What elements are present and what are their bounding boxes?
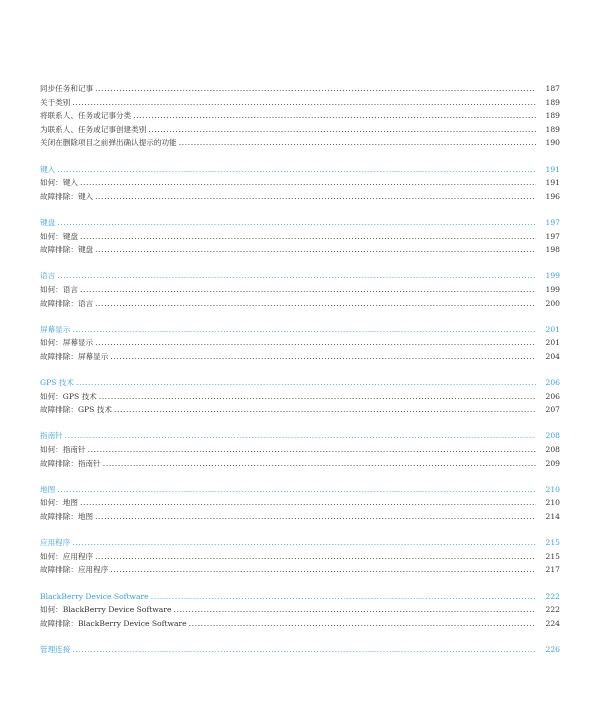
toc-entry-link[interactable] xyxy=(40,336,560,350)
toc-entry-title: 故障排除：键入 xyxy=(40,191,94,201)
section-spacer xyxy=(40,310,560,323)
toc-entry-title: BlackBerry Device Software xyxy=(40,591,149,601)
toc-entry-link[interactable] xyxy=(40,617,560,631)
toc-page-number: 226 xyxy=(545,644,560,654)
toc-entry-link[interactable] xyxy=(40,123,560,137)
dot-leader xyxy=(95,190,536,204)
toc-entry-link[interactable] xyxy=(40,176,560,190)
toc-page-number: 217 xyxy=(545,565,560,575)
dot-leader xyxy=(173,603,536,617)
dot-leader xyxy=(72,536,536,550)
toc-entry-link[interactable] xyxy=(40,136,560,150)
toc-entry-link[interactable] xyxy=(40,443,560,457)
toc-page-number: 215 xyxy=(545,538,560,548)
dot-leader xyxy=(179,136,536,150)
dot-leader xyxy=(99,390,536,404)
toc-entry-title: 如何：GPS 技术 xyxy=(40,391,97,401)
dot-leader xyxy=(57,269,536,283)
toc-page-number: 200 xyxy=(545,298,560,308)
toc-entry-title: 屏幕显示 xyxy=(40,324,71,334)
toc-entry-link[interactable] xyxy=(40,457,560,471)
toc-page-number: 214 xyxy=(545,512,560,521)
toc-entry-link[interactable] xyxy=(40,563,560,577)
toc-entry-title: 如何：BlackBerry Device Software xyxy=(40,605,172,615)
section-spacer xyxy=(40,363,560,376)
table-of-contents xyxy=(40,82,560,657)
toc-section-heading-link[interactable] xyxy=(40,483,560,497)
toc-entry-link[interactable] xyxy=(40,496,560,510)
toc-page-number: 224 xyxy=(545,618,560,628)
dot-leader xyxy=(95,336,536,350)
toc-entry-link[interactable] xyxy=(40,96,560,110)
toc-page-number: 198 xyxy=(545,245,560,255)
toc-page-number: 190 xyxy=(545,138,560,148)
toc-section xyxy=(40,163,560,204)
toc-entry-title: 同步任务和记事 xyxy=(40,84,94,93)
dot-leader xyxy=(76,376,536,390)
dot-leader xyxy=(80,283,536,297)
section-spacer xyxy=(40,150,560,163)
toc-entry-title: 关于类别 xyxy=(40,97,71,107)
toc-section-heading-link[interactable] xyxy=(40,323,560,337)
toc-entry-link[interactable] xyxy=(40,510,560,524)
toc-entry-link[interactable] xyxy=(40,243,560,257)
toc-page-number: 199 xyxy=(545,271,560,281)
toc-page-number: 204 xyxy=(545,351,560,361)
toc-page-number: 210 xyxy=(545,484,560,494)
section-spacer xyxy=(40,577,560,590)
toc-entry-title: 如何：屏幕显示 xyxy=(40,338,94,348)
toc-entry-link[interactable] xyxy=(40,550,560,564)
section-spacer xyxy=(40,257,560,270)
toc-page-number: 187 xyxy=(545,84,560,93)
dot-leader xyxy=(110,350,536,364)
toc-entry-title: 故障排除：键盘 xyxy=(40,245,94,255)
dot-leader xyxy=(88,443,536,457)
toc-page-number: 196 xyxy=(545,191,560,201)
dot-leader xyxy=(72,323,536,337)
toc-page-number: 222 xyxy=(545,605,560,615)
toc-entry-title: 如何：指南针 xyxy=(40,445,86,455)
toc-entry-title: 为联系人、任务或记事创建类别 xyxy=(40,124,147,134)
toc-entry-link[interactable] xyxy=(40,603,560,617)
dot-leader xyxy=(103,457,536,471)
toc-entry-link[interactable] xyxy=(40,297,560,311)
toc-page-number: 210 xyxy=(545,498,560,508)
toc-section-heading-link[interactable] xyxy=(40,376,560,390)
section-spacer xyxy=(40,524,560,537)
toc-page-number: 201 xyxy=(545,324,560,334)
dot-leader xyxy=(114,403,536,417)
toc-entry-title: 管理连接 xyxy=(40,644,71,654)
toc-entry-title: 故障排除：屏幕显示 xyxy=(40,351,109,361)
dot-leader xyxy=(72,643,536,657)
dot-leader xyxy=(72,96,536,110)
toc-entry-link[interactable] xyxy=(40,82,560,96)
toc-entry-link[interactable] xyxy=(40,109,560,123)
toc-page-number: 197 xyxy=(545,231,560,241)
toc-entry-link[interactable] xyxy=(40,190,560,204)
dot-leader xyxy=(148,123,536,137)
toc-section xyxy=(40,483,560,524)
dot-leader xyxy=(80,230,536,244)
toc-entry-title: 如何：语言 xyxy=(40,284,78,294)
dot-leader xyxy=(80,496,536,510)
toc-page-number: 189 xyxy=(545,97,560,107)
toc-section-heading-link[interactable] xyxy=(40,269,560,283)
toc-section xyxy=(40,643,560,657)
toc-entry-link[interactable] xyxy=(40,390,560,404)
dot-leader xyxy=(57,163,536,177)
section-spacer xyxy=(40,203,560,216)
section-spacer xyxy=(40,470,560,483)
toc-section-heading-link[interactable] xyxy=(40,590,560,604)
dot-leader xyxy=(151,590,536,604)
toc-entry-title: 键入 xyxy=(40,164,56,174)
section-spacer xyxy=(40,630,560,643)
toc-page-number: 199 xyxy=(545,284,560,294)
toc-entry-link[interactable] xyxy=(40,403,560,417)
dot-leader xyxy=(95,510,536,524)
toc-entry-title: 故障排除：语言 xyxy=(40,298,94,308)
toc-entry-title: 应用程序 xyxy=(40,538,71,548)
toc-entry-link[interactable] xyxy=(40,350,560,364)
toc-section xyxy=(40,590,560,631)
toc-entry-title: 如何：键入 xyxy=(40,178,78,188)
toc-entry-title: 将联系人、任务或记事分类 xyxy=(40,111,132,121)
toc-section-heading-link[interactable] xyxy=(40,163,560,177)
toc-page-number: 215 xyxy=(545,551,560,561)
toc-section xyxy=(40,376,560,417)
toc-page-number: 191 xyxy=(545,164,560,174)
toc-section xyxy=(40,82,560,150)
toc-page-number: 197 xyxy=(545,217,560,227)
toc-section xyxy=(40,216,560,257)
toc-page-number: 207 xyxy=(545,405,560,415)
toc-section-heading-link[interactable] xyxy=(40,429,560,443)
toc-entry-title: 如何：地图 xyxy=(40,498,78,508)
toc-entry-title: 故障排除：应用程序 xyxy=(40,565,109,575)
dot-leader xyxy=(189,617,536,631)
toc-section xyxy=(40,429,560,470)
toc-section-heading-link[interactable] xyxy=(40,536,560,550)
toc-section xyxy=(40,536,560,577)
toc-entry-title: 如何：键盘 xyxy=(40,231,78,241)
toc-section xyxy=(40,323,560,364)
toc-section-heading-link[interactable] xyxy=(40,216,560,230)
toc-entry-title: 指南针 xyxy=(40,431,63,441)
toc-entry-title: 故障排除：BlackBerry Device Software xyxy=(40,618,187,628)
dot-leader xyxy=(95,82,536,96)
toc-entry-link[interactable] xyxy=(40,230,560,244)
toc-entry-title: 如何：应用程序 xyxy=(40,551,94,561)
toc-page-number: 206 xyxy=(545,378,560,388)
toc-section xyxy=(40,269,560,310)
toc-section-heading-link[interactable] xyxy=(40,643,560,657)
dot-leader xyxy=(133,109,536,123)
toc-entry-title: GPS 技术 xyxy=(40,378,74,388)
toc-page-number: 209 xyxy=(545,458,560,468)
toc-entry-title: 故障排除：地图 xyxy=(40,512,94,521)
toc-page-number: 191 xyxy=(545,178,560,188)
dot-leader xyxy=(57,216,536,230)
dot-leader xyxy=(80,176,536,190)
toc-entry-title: 键盘 xyxy=(40,217,56,227)
toc-page-number: 201 xyxy=(545,338,560,348)
dot-leader xyxy=(95,243,536,257)
toc-entry-title: 地图 xyxy=(40,484,56,494)
dot-leader xyxy=(65,429,536,443)
dot-leader xyxy=(95,297,536,311)
section-spacer xyxy=(40,417,560,430)
dot-leader xyxy=(95,550,536,564)
toc-entry-title: 关闭在删除项目之前弹出确认提示的功能 xyxy=(40,138,177,148)
toc-entry-title: 故障排除：指南针 xyxy=(40,458,101,468)
toc-page-number: 206 xyxy=(545,391,560,401)
toc-page-number: 189 xyxy=(545,124,560,134)
toc-page-number: 222 xyxy=(545,591,560,601)
toc-entry-link[interactable] xyxy=(40,283,560,297)
toc-page-number: 208 xyxy=(545,445,560,455)
toc-page-number: 189 xyxy=(545,111,560,121)
toc-page-number: 208 xyxy=(545,431,560,441)
dot-leader xyxy=(110,563,536,577)
toc-entry-title: 语言 xyxy=(40,271,56,281)
dot-leader xyxy=(57,483,536,497)
toc-entry-title: 故障排除：GPS 技术 xyxy=(40,405,112,415)
